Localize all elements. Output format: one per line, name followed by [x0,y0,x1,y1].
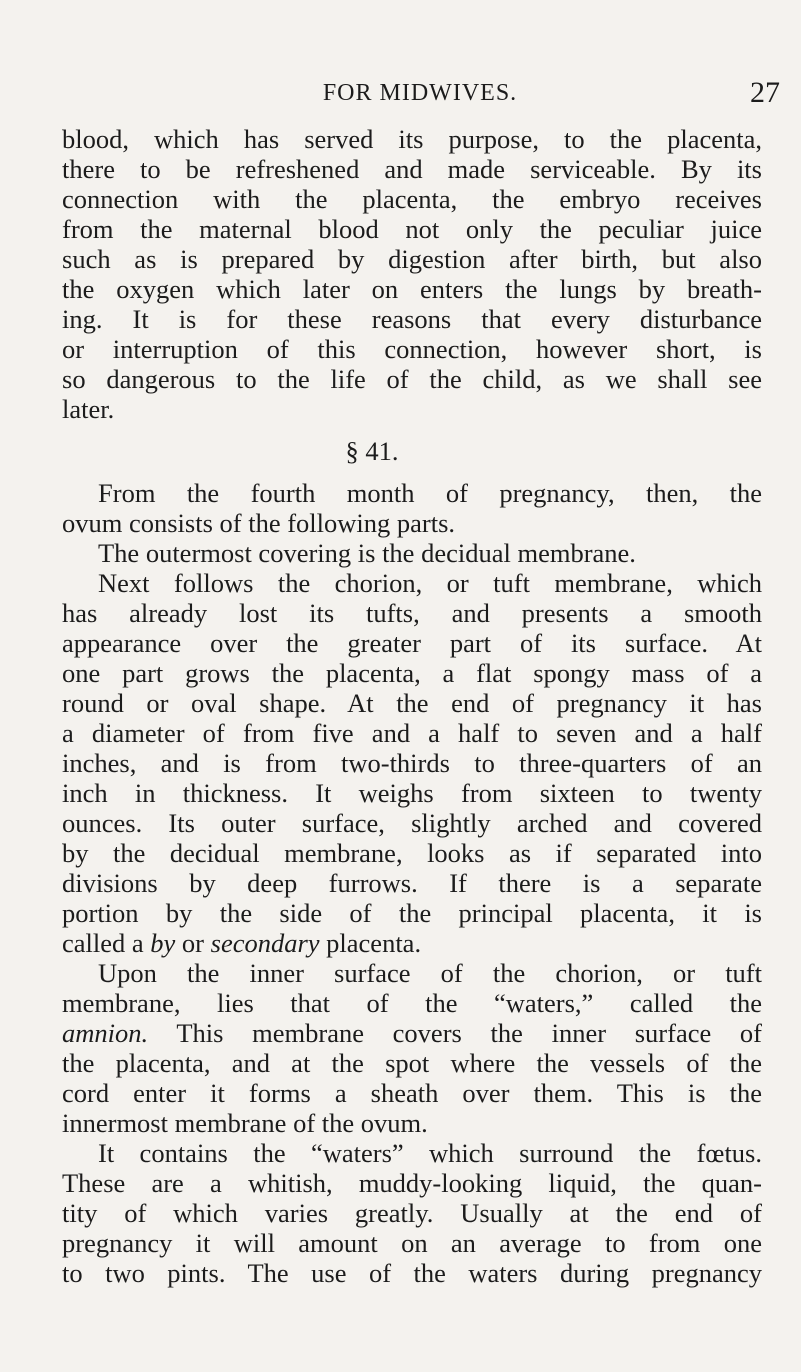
text-line: inches, and is from two-thirds to three-quarters of an [62,748,762,778]
text-line: connection with the placenta, the embryo receives [62,184,762,214]
text-line: The outermost covering is the decidual membrane. [98,538,636,568]
text-line: later. [62,394,115,424]
page-number: 27 [750,76,780,109]
text-line [62,1018,762,1048]
text-line: From the fourth month of pregnancy, then, the [98,478,762,508]
text-line: from the maternal blood not only the peculiar juice [62,214,762,244]
text-line: one part grows the placenta, a flat spongy mass of a [62,658,762,688]
page-header [60,76,780,116]
text-line: inch in thickness. It weighs from sixteen to twenty [62,778,762,808]
text-line: pregnancy it will amount on an average to from one [62,1228,762,1258]
text-line: there to be refreshened and made serviceable. By its [62,154,762,184]
text-fragment: placenta. [326,928,422,958]
text-line: ovum consists of the following parts. [62,508,456,538]
text-line: portion by the side of the principal placenta, it is [62,898,762,928]
text-line: so dangerous to the life of the child, as we shall see [62,364,762,394]
text-line: innermost membrane of the ovum. [62,1108,428,1138]
text-line: by the decidual membrane, looks as if separated into [62,838,762,868]
text-line: appearance over the greater part of its surface. At [62,628,762,658]
text-line: tity of which varies greatly. Usually at the end of [62,1198,762,1228]
text-line: such as is prepared by digestion after birth, but also [62,244,762,274]
text-line: a diameter of from five and a half to seven and a half [62,718,762,748]
text-line: round or oval shape. At the end of pregnancy it has [62,688,762,718]
text-line: the placenta, and at the spot where the vessels of the [62,1048,762,1078]
text-line [62,928,762,958]
text-line: has already lost its tufts, and presents a smooth [62,598,762,628]
italic-term: amnion. [62,1018,149,1048]
text-line: membrane, lies that of the “waters,” called the [62,988,762,1018]
italic-term: by [150,928,176,958]
text-line: Upon the inner surface of the chorion, or tuft [98,958,762,988]
running-head: FOR MIDWIVES. [322,80,518,106]
text-line: ing. It is for these reasons that every disturbance [62,304,762,334]
text-fragment: called a [62,928,144,958]
text-line: to two pints. The use of the waters during pregnancy [62,1258,762,1288]
text-line: These are a whitish, muddy-looking liquid, the quan- [62,1168,762,1198]
text-line: or interruption of this connection, however short, is [62,334,762,364]
text-line: blood, which has served its purpose, to the placenta, [62,124,762,154]
text-line: Next follows the chorion, or tuft membrane, which [98,568,762,598]
section-heading: § 41. [345,436,399,466]
text-line: ounces. Its outer surface, slightly arched and covered [62,808,762,838]
text-line: It contains the “waters” which surround the fœtus. [98,1138,762,1168]
body-text [62,124,762,1288]
text-line: the oxygen which later on enters the lungs by breath- [62,274,762,304]
text-line: cord enter it forms a sheath over them. This is the [62,1078,762,1108]
text-fragment: This membrane covers the inner surface of [176,1018,762,1048]
text-line: divisions by deep furrows. If there is a separate [62,868,762,898]
italic-term: secondary [210,928,320,958]
text-fragment: or [181,928,204,958]
